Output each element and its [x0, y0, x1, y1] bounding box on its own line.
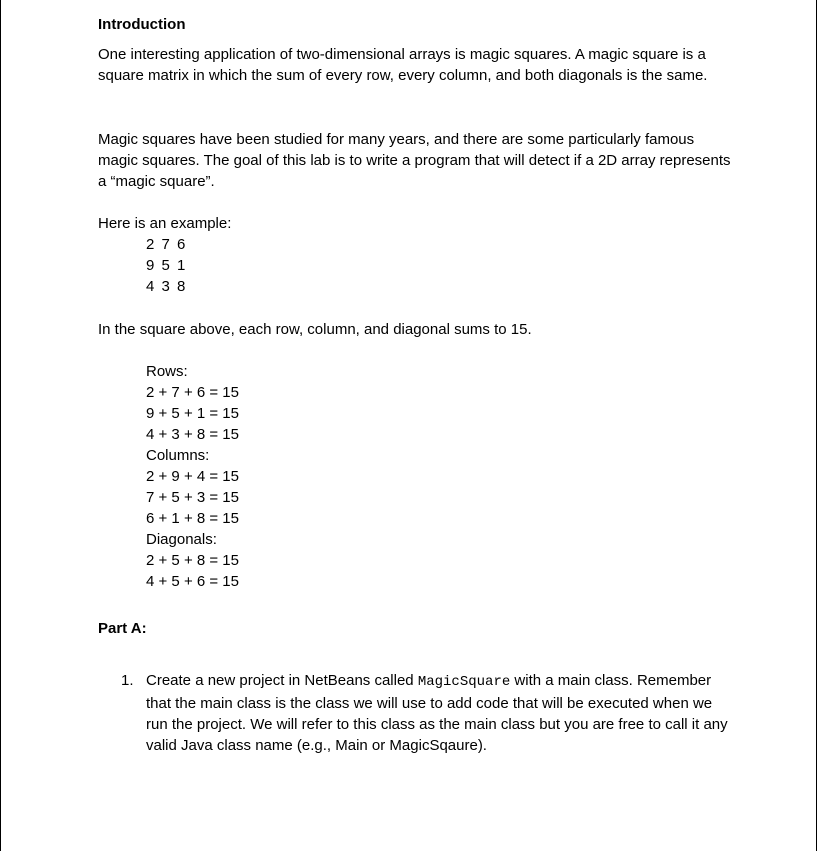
diagonal-sum: 2 + 5 + 8 = 15 — [146, 552, 239, 569]
part-a-heading: Part A: — [98, 620, 147, 637]
diagonal-sum: 4 + 5 + 6 = 15 — [146, 573, 239, 590]
square-row: 4 3 8 — [146, 278, 187, 295]
column-sum: 7 + 5 + 3 = 15 — [146, 489, 239, 506]
example-label: Here is an example: — [98, 215, 232, 232]
row-sum: 4 + 3 + 8 = 15 — [146, 426, 239, 443]
introduction-heading: Introduction — [98, 16, 186, 33]
intro-paragraph-1: One interesting application of two-dimensional arrays is magic squares. A magic square is a square matrix in which the sum of every row, every column, and both diagonals is the same. — [98, 46, 708, 84]
magic-square-example — [146, 234, 187, 297]
sums-list — [146, 361, 239, 592]
list-item-text — [146, 670, 736, 756]
square-row: 2 7 6 — [146, 236, 187, 253]
list-item-number: 1. — [121, 672, 134, 689]
list-item-text-after: with a main class. Remember that the main class is the class we will use to add code that will be executed when we run the project. We will refer to this class as the main class but you are free to call it any valid Java class name (e.g., Main or MagicSqaure). — [146, 672, 728, 754]
column-sum: 2 + 9 + 4 = 15 — [146, 468, 239, 485]
diagonals-label: Diagonals: — [146, 531, 217, 548]
column-sum: 6 + 1 + 8 = 15 — [146, 510, 239, 527]
intro-paragraph-2: Magic squares have been studied for many years, and there are some particularly famous magic squares. The goal of this lab is to write a program that will detect if a 2D array represents a “magic square”. — [98, 131, 731, 190]
sum-note: In the square above, each row, column, and diagonal sums to 15. — [98, 321, 532, 338]
code-class-name: MagicSquare — [417, 674, 511, 690]
row-sum: 9 + 5 + 1 = 15 — [146, 405, 239, 422]
list-item-text-before: Create a new project in NetBeans called — [146, 672, 418, 689]
square-row: 9 5 1 — [146, 257, 187, 274]
columns-label: Columns: — [146, 447, 210, 464]
rows-label: Rows: — [146, 363, 188, 380]
row-sum: 2 + 7 + 6 = 15 — [146, 384, 239, 401]
